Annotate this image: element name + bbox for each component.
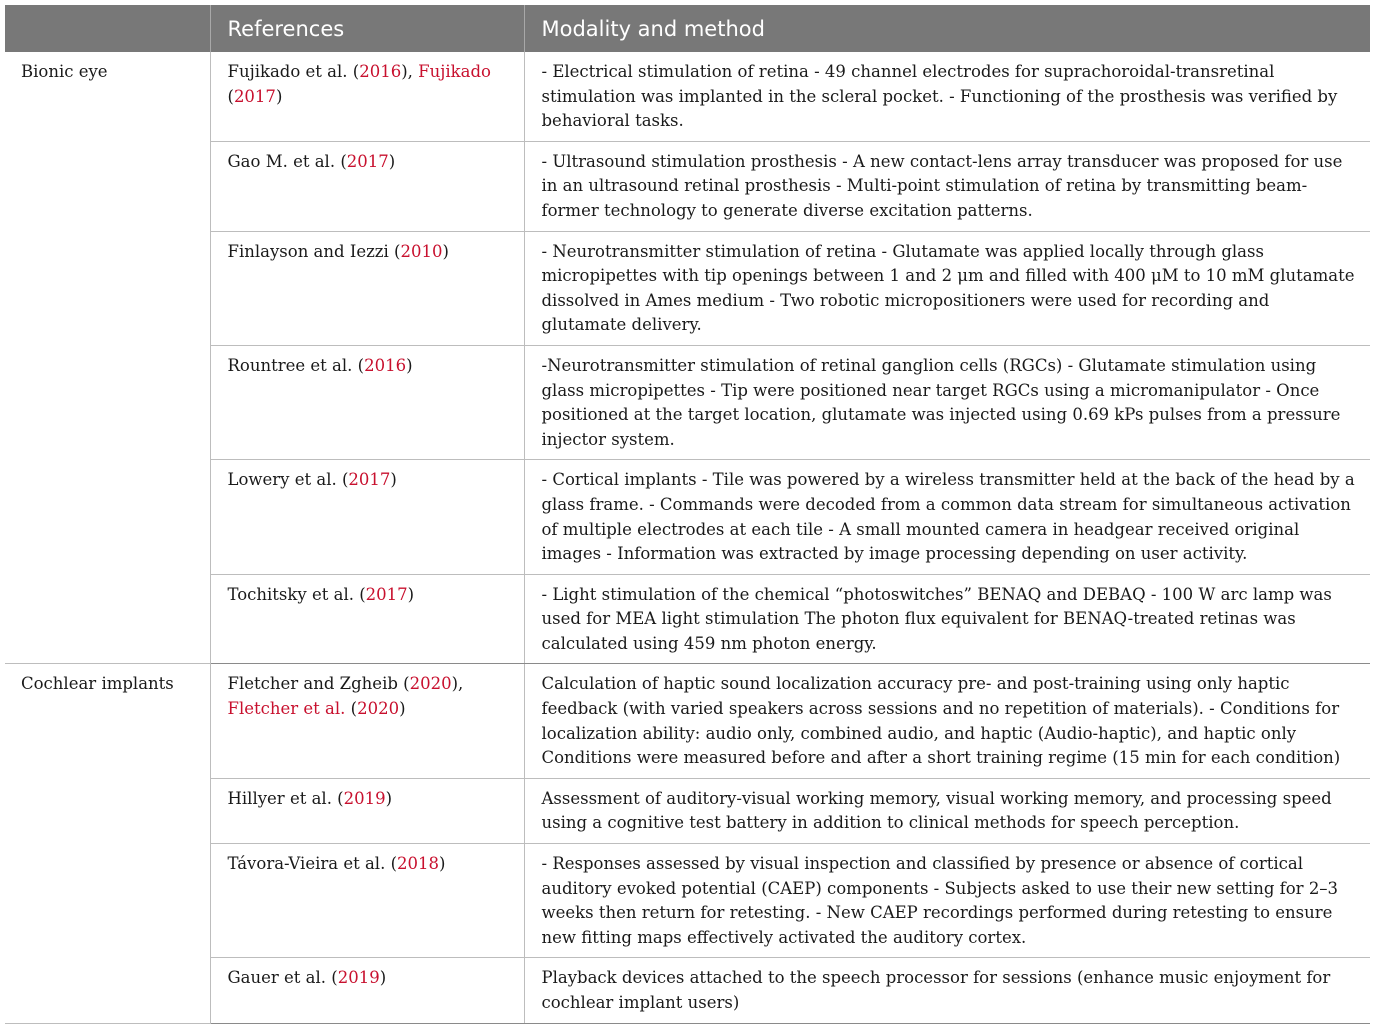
reference-link[interactable]: 2020 xyxy=(357,699,400,719)
reference-text: ) xyxy=(385,788,393,808)
reference-text: ) xyxy=(406,355,413,375)
reference-text: ( xyxy=(227,86,234,106)
header-row xyxy=(5,5,1370,52)
references-table xyxy=(5,5,1370,1024)
reference-link[interactable]: 2019 xyxy=(337,968,380,988)
reference-link[interactable]: 2020 xyxy=(409,674,452,694)
reference-link[interactable]: 2019 xyxy=(343,788,386,808)
table-row xyxy=(5,958,1370,1023)
method-cell: - Electrical stimulation of retina - 49 channel electrodes for suprachoroidal-transretinal stimulation was implanted in the scleral pocket. - Functioning of the prosthesis was verified by behavioral tasks. xyxy=(524,52,1370,141)
reference-cell xyxy=(210,844,524,958)
reference-link[interactable]: 2017 xyxy=(365,584,408,604)
method-cell: -Neurotransmitter stimulation of retinal ganglion cells (RGCs) - Glutamate stimulation using glass micropipettes - Tip were positioned near target RGCs using a micromanipulator - Once positioned at the target location, glutamate was injected using 0.69 kPs pulses from a pressure injector system. xyxy=(524,345,1370,459)
reference-link[interactable]: 2016 xyxy=(364,355,407,375)
reference-link[interactable]: 2010 xyxy=(400,241,443,261)
table-row xyxy=(5,231,1370,345)
reference-text: ) xyxy=(442,241,449,261)
reference-text: Távora-Vieira et al. ( xyxy=(227,854,398,874)
reference-text: ), xyxy=(451,674,464,694)
reference-text: ) xyxy=(379,968,387,988)
table-row xyxy=(5,778,1370,843)
reference-text: Hillyer et al. ( xyxy=(227,788,344,808)
reference-cell xyxy=(210,141,524,231)
reference-text: Rountree et al. ( xyxy=(227,355,365,375)
table-row xyxy=(5,460,1370,574)
reference-text: Lowery et al. ( xyxy=(227,470,349,490)
method-cell: Calculation of haptic sound localization accuracy pre- and post-training using only haptic feedback (with varied speakers across sessions and no repetition of materials). - Conditions for localization ability: audio only, combined audio, and haptic (Audio-haptic), and haptic only Conditions were measured before and after a short training regime (15 min for each condition) xyxy=(524,664,1370,778)
reference-text: ( xyxy=(345,699,358,719)
reference-text: ) xyxy=(407,584,415,604)
reference-text: Finlayson and Iezzi ( xyxy=(227,241,401,261)
table-row xyxy=(5,844,1370,958)
header-references: References xyxy=(210,5,524,52)
reference-cell xyxy=(210,231,524,345)
reference-text: Gao M. et al. ( xyxy=(227,151,347,171)
reference-text: Tochitsky et al. ( xyxy=(227,584,366,604)
table-header xyxy=(5,5,1370,52)
table-row xyxy=(5,52,1370,141)
table-body xyxy=(5,52,1370,1023)
table-row xyxy=(5,345,1370,459)
reference-link[interactable]: 2018 xyxy=(397,854,440,874)
reference-cell xyxy=(210,778,524,843)
reference-cell xyxy=(210,574,524,664)
table-row xyxy=(5,141,1370,231)
reference-text: Fletcher and Zgheib ( xyxy=(227,674,410,694)
reference-text: Fujikado et al. ( xyxy=(227,62,360,81)
reference-text: ) xyxy=(275,86,283,106)
reference-link[interactable]: Fletcher et al. xyxy=(227,699,346,719)
method-cell: - Neurotransmitter stimulation of retina - Glutamate was applied locally through glass micropipettes with tip openings between 1 and 2 μm and filled with 400 μM to 10 mM glutamate dissolved in Ames medium - Two robotic micropositioners were used for recording and glutamate delivery. xyxy=(524,231,1370,345)
method-cell: - Ultrasound stimulation prosthesis - A new contact-lens array transducer was proposed for use in an ultrasound retinal prosthesis - Multi-point stimulation of retina by transmitting beam- former technology to generate diverse excitation patterns. xyxy=(524,141,1370,231)
reference-cell xyxy=(210,958,524,1023)
method-cell: - Light stimulation of the chemical “photoswitches” BENAQ and DEBAQ - 100 W arc lamp was used for MEA light stimulation The photon flux equivalent for BENAQ-treated retinas was calculated using 459 nm photon energy. xyxy=(524,574,1370,664)
reference-text: ) xyxy=(388,151,396,171)
method-cell: Assessment of auditory-visual working memory, visual working memory, and processing speed using a cognitive test battery in addition to clinical methods for speech perception. xyxy=(524,778,1370,843)
method-cell: - Responses assessed by visual inspection and classified by presence or absence of cortical auditory evoked potential (CAEP) components - Subjects asked to use their new setting for 2–3 weeks then return for retesting. - New CAEP recordings performed during retesting to ensure new fitting maps effectively activated the auditory cortex. xyxy=(524,844,1370,958)
reference-text: ) xyxy=(390,470,397,490)
reference-text: ) xyxy=(399,699,406,719)
table-row xyxy=(5,574,1370,664)
header-modality-method: Modality and method xyxy=(524,5,1370,52)
category-cell: Cochlear implants xyxy=(5,664,210,1023)
method-cell: Playback devices attached to the speech processor for sessions (enhance music enjoyment for cochlear implant users) xyxy=(524,958,1370,1023)
reference-cell xyxy=(210,52,524,141)
reference-link[interactable]: 2017 xyxy=(346,151,389,171)
category-cell: Bionic eye xyxy=(5,52,210,664)
reference-link[interactable]: Fujikado xyxy=(418,62,491,81)
reference-text: Gauer et al. ( xyxy=(227,968,338,988)
reference-link[interactable]: 2017 xyxy=(348,470,391,490)
reference-cell xyxy=(210,345,524,459)
reference-text: ) xyxy=(439,854,446,874)
table-row xyxy=(5,664,1370,778)
header-category xyxy=(5,5,210,52)
reference-link[interactable]: 2017 xyxy=(233,86,276,106)
reference-text: ), xyxy=(401,62,419,81)
reference-cell xyxy=(210,460,524,574)
method-cell: - Cortical implants - Tile was powered by a wireless transmitter held at the back of the head by a glass frame. - Commands were decoded from a common data stream for simultaneous activation of multiple electrodes at each tile - A small mounted camera in headgear received original images - Information was extracted by image processing depending on user activity. xyxy=(524,460,1370,574)
reference-link[interactable]: 2016 xyxy=(359,62,402,81)
reference-cell xyxy=(210,664,524,778)
